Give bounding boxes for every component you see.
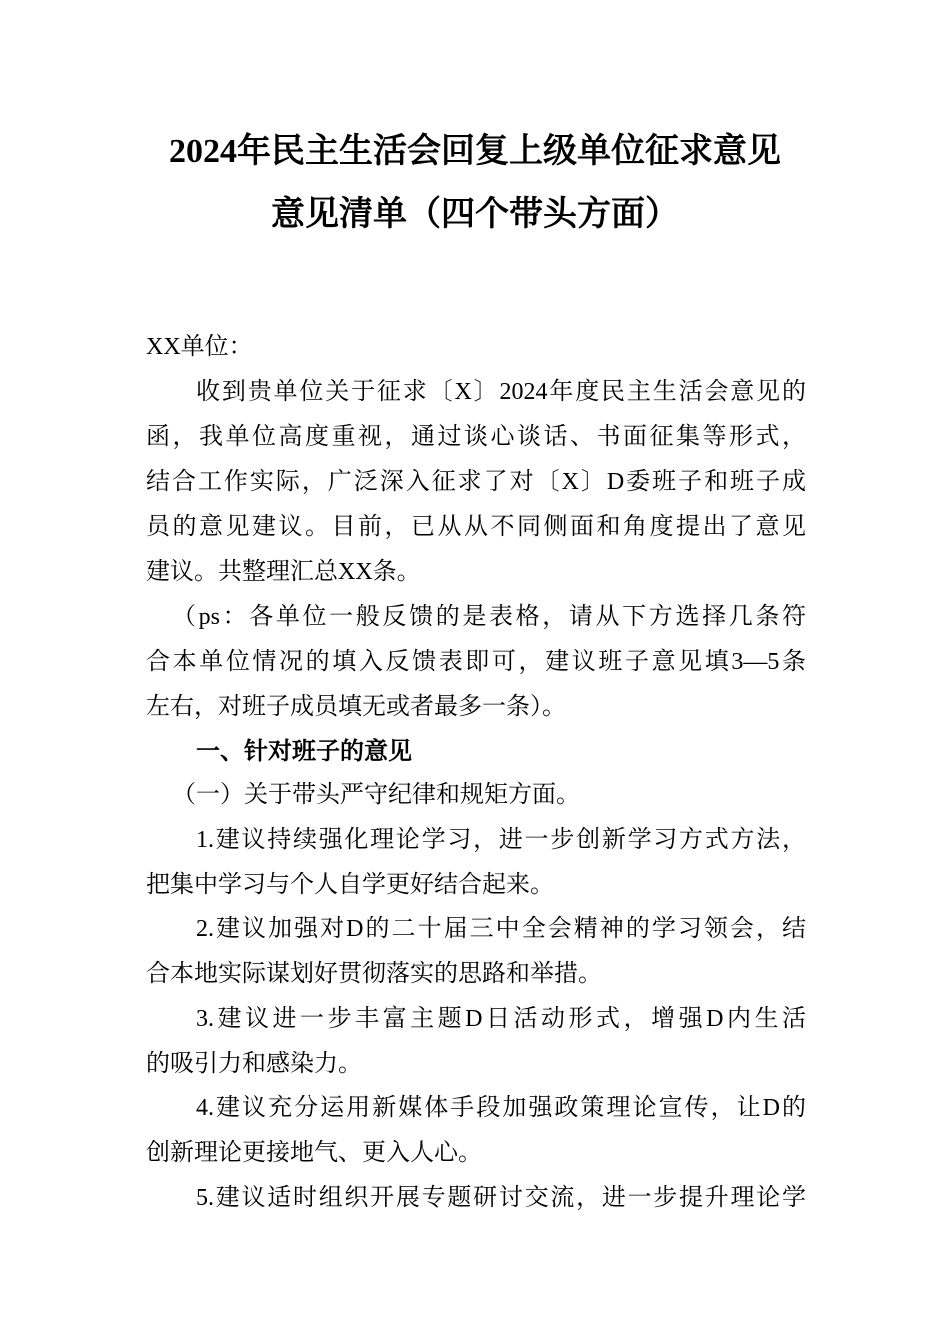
item-line: 合本地实际谋划好贯彻落实的思路和举措。 (146, 961, 602, 987)
item-line: 的吸引力和感染力。 (146, 1051, 362, 1077)
document-title-line1: 2024年民主生活会回复上级单位征求意见 (169, 133, 781, 170)
note-line: （ps：各单位一般反馈的是表格，请从下方选择几条符 (172, 604, 806, 630)
intro-line: 建议。共整理汇总XX条。 (146, 559, 421, 585)
item-line: 把集中学习与个人自学更好结合起来。 (146, 872, 554, 898)
note-line: 合本单位情况的填入反馈表即可，建议班子意见填3—5条 (146, 649, 806, 675)
item-line: 2.建议加强对D的二十届三中全会精神的学习领会，结 (196, 916, 806, 942)
intro-line: 函，我单位高度重视，通过谈心谈话、书面征集等形式， (146, 424, 806, 450)
salutation: XX单位： (146, 334, 253, 360)
item-line: 5.建议适时组织开展专题研讨交流，进一步提升理论学 (196, 1185, 806, 1211)
intro-line: 收到贵单位关于征求〔X〕2024年度民主生活会意见的 (196, 379, 806, 405)
intro-line: 结合工作实际，广泛深入征求了对〔X〕D委班子和班子成 (146, 469, 806, 495)
subsection-heading: （一）关于带头严守纪律和规矩方面。 (172, 782, 580, 808)
document-title-line2: 意见清单（四个带头方面） (271, 196, 679, 233)
item-line: 4.建议充分运用新媒体手段加强政策理论宣传，让D的 (196, 1095, 806, 1121)
note-line: 左右，对班子成员填无或者最多一条）。 (146, 694, 566, 720)
intro-line: 员的意见建议。目前，已从从不同侧面和角度提出了意见 (146, 514, 806, 540)
section-heading: 一、针对班子的意见 (196, 738, 412, 765)
item-line: 创新理论更接地气、更入人心。 (146, 1140, 482, 1166)
item-line: 3.建议进一步丰富主题D日活动形式，增强D内生活 (196, 1006, 806, 1032)
item-line: 1.建议持续强化理论学习，进一步创新学习方式方法， (196, 827, 806, 853)
